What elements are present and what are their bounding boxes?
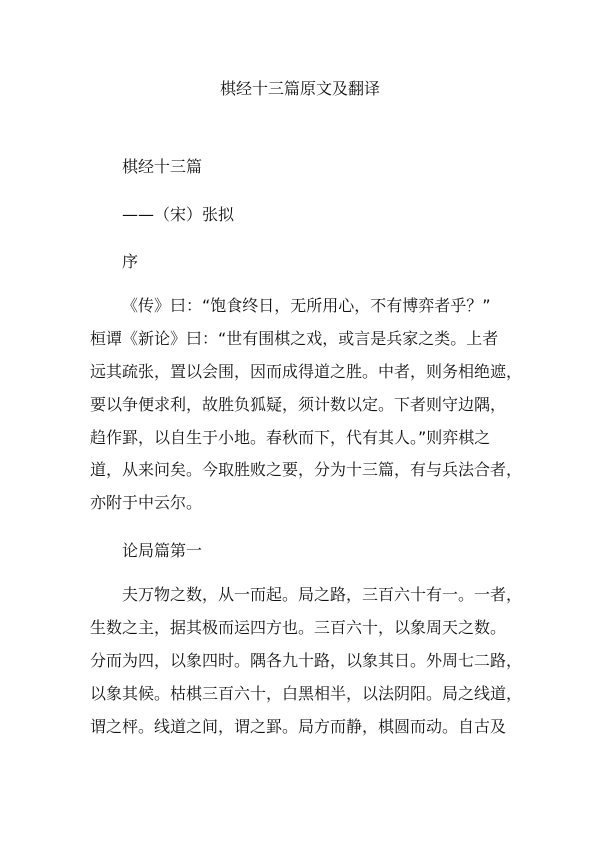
preface-line: 远其疏张，置以会围，因而成得道之胜。中者，则务相绝遮，	[90, 362, 523, 381]
chapter-line: 以象其候。枯棋三百六十，白黑相半，以法阴阳。局之线道，	[90, 684, 523, 703]
preface-heading: 序	[122, 252, 139, 271]
chapter-line: 谓之枰。线道之间，谓之罫。局方而静，棋圆而动。自古及	[90, 717, 507, 736]
preface-line: 桓谭《新论》曰：“世有围棋之戏，或言是兵家之类。上者	[90, 329, 499, 348]
book-title: 棋经十三篇	[122, 157, 203, 176]
chapter-heading: 论局篇第一	[122, 541, 203, 560]
preface-line: 《传》曰：“饱食终日，无所用心，不有博弈者乎？”	[122, 296, 491, 315]
chapter-line: 生数之主，据其极而运四方也。三百六十，以象周天之数。	[90, 618, 507, 637]
chapter-line: 分而为四，以象四时。隅各九十路，以象其日。外周七二路，	[90, 651, 523, 670]
preface-line: 趋作罫，以自生于小地。春秋而下，代有其人。”则弈棋之	[90, 428, 491, 447]
preface-line: 道，从来问矣。今取胜败之要，分为十三篇，有与兵法合者，	[90, 460, 523, 479]
author-line: ——（宋）张拟	[122, 205, 235, 224]
preface-line: 要以争便求利，故胜负狐疑，须计数以定。下者则守边隅，	[90, 395, 507, 414]
preface-line: 亦附于中云尔。	[90, 493, 203, 512]
chapter-line: 夫万物之数，从一而起。局之路，三百六十有一。一者，	[122, 585, 523, 604]
document-title: 棋经十三篇原文及翻译	[219, 79, 380, 98]
